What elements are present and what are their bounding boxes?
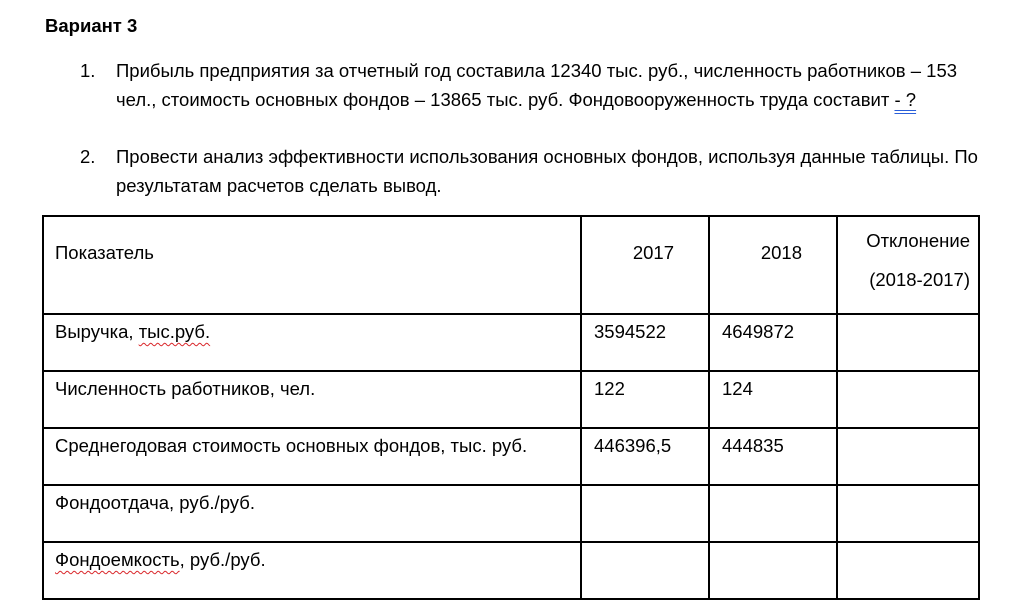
table-row — [43, 371, 979, 428]
task-text — [116, 56, 996, 114]
efficiency-table — [42, 215, 980, 600]
grammar-flagged-text[interactable]: - ? — [894, 89, 917, 110]
task-number: 2. — [80, 146, 96, 167]
row-label: Среднегодовая стоимость основных фондов, тыс. руб. — [43, 428, 581, 485]
task-text: Провести анализ эффективности использования основных фондов, используя данные таблицы. По результатам расчетов сделать вывод. — [116, 146, 978, 196]
header-year-2017: 2017 — [581, 216, 709, 314]
row-label: Фондоотдача, руб./руб. — [43, 485, 581, 542]
value-2018: 124 — [709, 371, 837, 428]
row-label-text: Выручка, — [55, 321, 139, 342]
value-2017 — [581, 485, 709, 542]
row-label: Численность работников, чел. — [43, 371, 581, 428]
value-deviation — [837, 542, 979, 599]
value-2018 — [709, 485, 837, 542]
document-title: Вариант 3 — [45, 15, 138, 36]
value-deviation — [837, 314, 979, 371]
value-2018 — [709, 542, 837, 599]
table-row — [43, 314, 979, 371]
value-deviation — [837, 485, 979, 542]
header-year-2018: 2018 — [709, 216, 837, 314]
row-label — [43, 542, 581, 599]
header-deviation-formula: (2018-2017) — [869, 269, 970, 290]
task-text-main: Прибыль предприятия за отчетный год составила 12340 тыс. руб., численность работников – 153 чел., стоимость основных фондов – 13865 тыс. руб. Фондовооруженность труда составит — [116, 60, 958, 110]
value-2018: 444835 — [709, 428, 837, 485]
table-header-row — [43, 216, 979, 314]
value-2017: 446396,5 — [581, 428, 709, 485]
table-row — [43, 428, 979, 485]
header-deviation — [837, 216, 979, 314]
row-label-text: , руб./руб. — [179, 549, 266, 570]
value-2017: 122 — [581, 371, 709, 428]
value-2017 — [581, 542, 709, 599]
value-deviation — [837, 371, 979, 428]
task-number: 1. — [80, 60, 96, 81]
header-indicator: Показатель — [43, 216, 581, 314]
row-label — [43, 314, 581, 371]
value-deviation — [837, 428, 979, 485]
value-2017: 3594522 — [581, 314, 709, 371]
header-deviation-label: Отклонение — [866, 230, 970, 251]
spelling-flagged-text[interactable]: Фондоемкость — [55, 549, 180, 570]
table-row — [43, 542, 979, 599]
spelling-flagged-text[interactable]: тыс.руб. — [138, 321, 211, 342]
table-row — [43, 485, 979, 542]
value-2018: 4649872 — [709, 314, 837, 371]
